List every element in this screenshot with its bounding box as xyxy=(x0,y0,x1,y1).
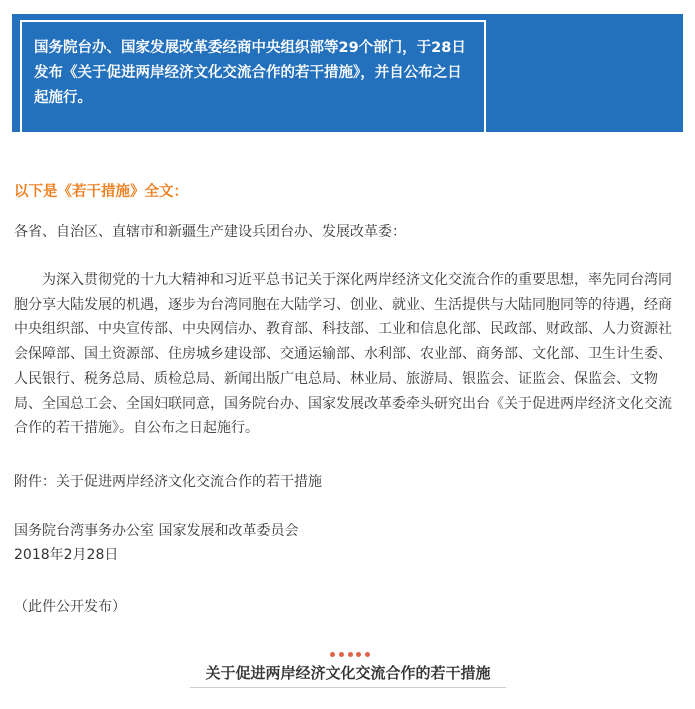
salutation: 各省、自治区、直辖市和新疆生产建设兵团台办、发展改革委： xyxy=(14,224,406,240)
section-title-block xyxy=(190,652,506,690)
body-paragraph: 为深入贯彻党的十九大精神和习近平总书记关于深化两岸经济文化交流合作的重要思想，率先同台湾同胞分享大陆发展的机遇，逐步为台湾同胞在大陆学习、创业、就业、生活提供与大陆同胞同等的待遇，经商中央组织部、中央宣传部、中央网信办、教育部、科技部、工业和信息化部、民政部、财政部、人力资源社会保障部、国土资源部、住房城乡建设部、交通运输部、水利部、农业部、商务部、文化部、卫生计生委、人民银行、税务总局、质检总局、新闻出版广电总局、林业局、旅游局、银监会、证监会、保监会、文物局、全国总工会、全国妇联同意，国务院台办、国家发展改革委牵头研究出台《关于促进两岸经济文化交流合作的若干措施》。自公布之日起施行。 xyxy=(14,272,672,437)
intro-banner xyxy=(12,14,683,132)
intro-banner-frame xyxy=(20,20,486,136)
issuer-line: 国务院台湾事务办公室 国家发展和改革委员会 xyxy=(14,523,299,539)
dot-icon xyxy=(330,652,335,657)
issue-date: 2018年2月28日 xyxy=(14,547,119,563)
full-text-heading: 以下是《若干措施》全文： xyxy=(14,184,188,200)
publish-note: （此件公开发布） xyxy=(14,599,126,615)
section-title-underline xyxy=(190,687,506,688)
section-title: 关于促进两岸经济文化交流合作的若干措施 xyxy=(205,664,491,682)
intro-banner-text: 国务院台办、国家发展改革委经商中央组织部等29个部门，于28日发布《关于促进两岸经济文化交流合作的若干措施》，并自公布之日起施行。 xyxy=(34,40,466,106)
decorative-dots xyxy=(330,652,370,658)
dot-icon xyxy=(356,652,361,657)
attachment-line: 附件：关于促进两岸经济文化交流合作的若干措施 xyxy=(14,474,322,490)
dot-icon xyxy=(365,652,370,657)
dot-icon xyxy=(348,652,353,657)
dot-icon xyxy=(339,652,344,657)
